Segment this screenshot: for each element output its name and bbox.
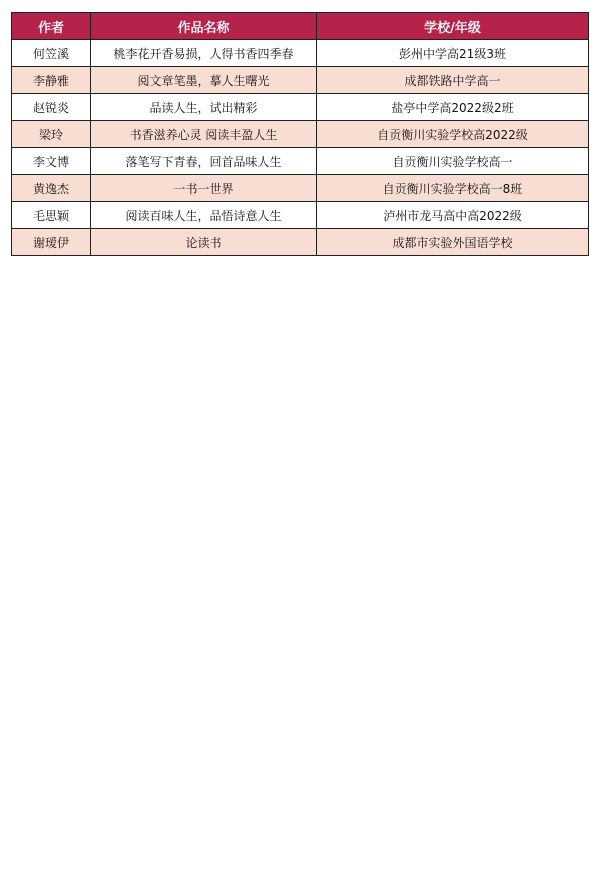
author-cell: 毛思颖 xyxy=(12,202,91,229)
school-cell: 彭州中学高21级3班 xyxy=(317,40,589,67)
school-cell: 自贡衡川实验学校高一 xyxy=(317,148,589,175)
author-cell: 何笠溪 xyxy=(12,40,91,67)
work-title-cell: 一书一世界 xyxy=(91,175,317,202)
author-cell: 梁玲 xyxy=(12,121,91,148)
school-cell: 自贡衡川实验学校高一8班 xyxy=(317,175,589,202)
author-cell: 李静雅 xyxy=(12,67,91,94)
table-row xyxy=(12,148,589,175)
entries-table xyxy=(11,12,589,256)
author-cell: 李文博 xyxy=(12,148,91,175)
table-body xyxy=(12,40,589,256)
table-row xyxy=(12,40,589,67)
work-title-cell: 阅读百味人生，品悟诗意人生 xyxy=(91,202,317,229)
header-row xyxy=(12,13,589,40)
school-cell: 成都铁路中学高一 xyxy=(317,67,589,94)
school-cell: 盐亭中学高2022级2班 xyxy=(317,94,589,121)
work-title-cell: 书香滋养心灵 阅读丰盈人生 xyxy=(91,121,317,148)
table-header xyxy=(12,13,589,40)
header-school-grade: 学校/年级 xyxy=(317,13,589,40)
author-cell: 黄逸杰 xyxy=(12,175,91,202)
school-cell: 成都市实验外国语学校 xyxy=(317,229,589,256)
entries-table-container xyxy=(11,12,588,256)
author-cell: 赵锐炎 xyxy=(12,94,91,121)
work-title-cell: 桃李花开香易损，人得书香四季春 xyxy=(91,40,317,67)
table-row xyxy=(12,121,589,148)
school-cell: 自贡衡川实验学校高2022级 xyxy=(317,121,589,148)
work-title-cell: 论读书 xyxy=(91,229,317,256)
table-row xyxy=(12,175,589,202)
table-row xyxy=(12,67,589,94)
author-cell: 谢瑷伊 xyxy=(12,229,91,256)
header-work-title: 作品名称 xyxy=(91,13,317,40)
table-row xyxy=(12,202,589,229)
header-author: 作者 xyxy=(12,13,91,40)
work-title-cell: 品读人生，试出精彩 xyxy=(91,94,317,121)
work-title-cell: 落笔写下青春，回首品味人生 xyxy=(91,148,317,175)
work-title-cell: 阅文章笔墨，摹人生曙光 xyxy=(91,67,317,94)
table-row xyxy=(12,229,589,256)
school-cell: 泸州市龙马高中高2022级 xyxy=(317,202,589,229)
table-row xyxy=(12,94,589,121)
